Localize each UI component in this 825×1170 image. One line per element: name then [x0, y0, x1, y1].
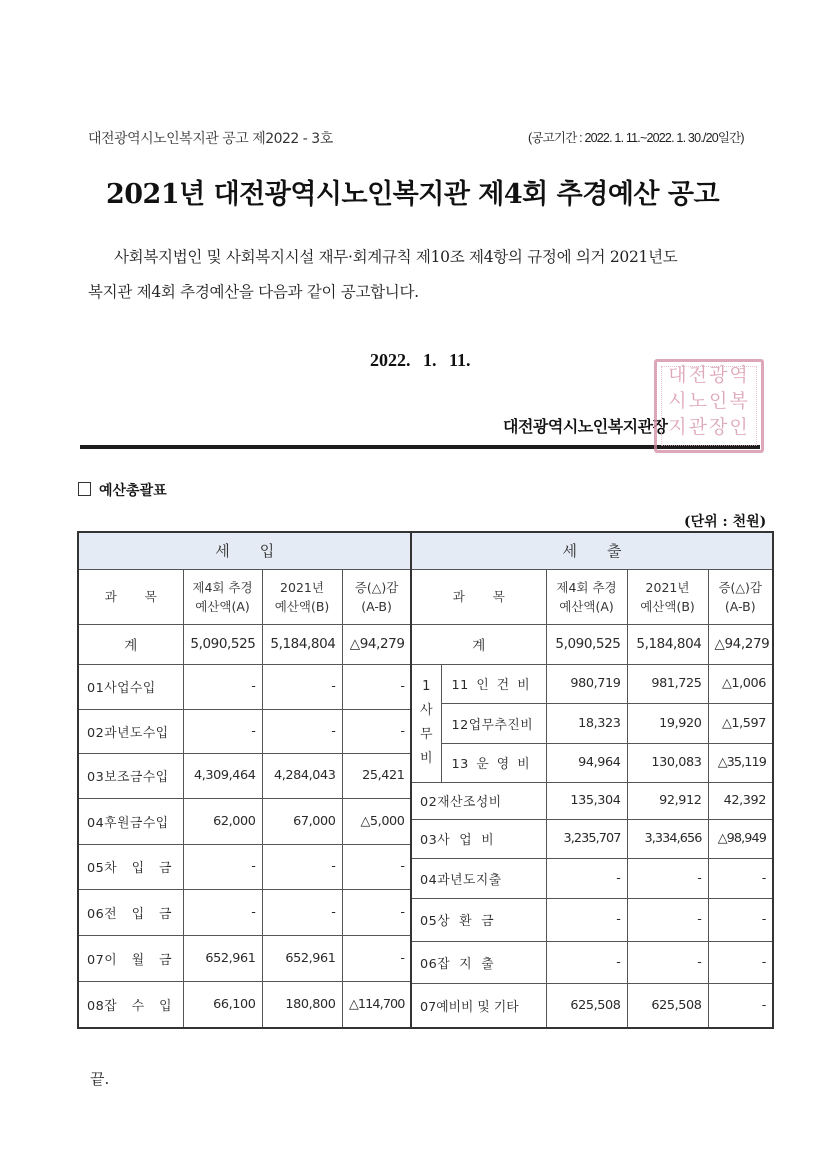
body-paragraph: [88, 240, 768, 310]
group-label-office-expenses: 1 사 무 비: [411, 664, 441, 782]
cell-a: 3,235,707: [546, 819, 627, 858]
cell-a: 5,090,525: [546, 624, 627, 664]
cell-a: 135,304: [546, 782, 627, 819]
col-header-a: 제4회 추경 예산액(A): [546, 569, 627, 624]
table-row: [411, 743, 773, 782]
cell-label: 12업무추진비: [441, 703, 546, 743]
cell-diff: -: [708, 898, 773, 941]
square-bullet-icon: [78, 482, 91, 496]
announcement-date: 2022. 1. 11.: [370, 350, 471, 370]
cell-b: 92,912: [627, 782, 708, 819]
notice-period: (공고기간 : 2022. 1. 11.~2022. 1. 30./20일간): [528, 131, 744, 145]
cell-label: 05상 환 금: [411, 898, 546, 941]
cell-b: 625,508: [627, 983, 708, 1028]
revenue-band-header: 세입: [78, 532, 411, 569]
cell-b: 3,334,656: [627, 819, 708, 858]
cell-diff: △114,700: [342, 981, 411, 1028]
table-row: [78, 889, 411, 935]
table-row: [78, 753, 411, 798]
table-row: [78, 709, 411, 753]
cell-b: 5,184,804: [262, 624, 342, 664]
cell-b: 4,284,043: [262, 753, 342, 798]
cell-diff: △98,949: [708, 819, 773, 858]
seal-row: 대전광역: [668, 364, 750, 386]
cell-a: -: [183, 664, 262, 709]
expenditure-table: [410, 531, 774, 1029]
section-heading: [78, 480, 167, 500]
cell-b: 67,000: [262, 798, 342, 844]
cell-b: -: [627, 858, 708, 898]
cell-a: -: [183, 709, 262, 753]
cell-a: -: [546, 941, 627, 983]
cell-diff: -: [342, 709, 411, 753]
table-row: [411, 898, 773, 941]
table-row: [78, 981, 411, 1028]
cell-label: 08잡 수 입: [78, 981, 183, 1028]
cell-diff: -: [342, 844, 411, 889]
cell-diff: △35,119: [708, 743, 773, 782]
col-header-subject: 과 목: [78, 569, 183, 624]
table-row: [78, 844, 411, 889]
cell-label: 07이 월 금: [78, 935, 183, 981]
cell-label: 02재산조성비: [411, 782, 546, 819]
cell-diff: △5,000: [342, 798, 411, 844]
cell-label: 03사 업 비: [411, 819, 546, 858]
cell-label: 04과년도지출: [411, 858, 546, 898]
table-row: [411, 941, 773, 983]
table-row: [78, 935, 411, 981]
end-mark: 끝.: [90, 1070, 110, 1088]
cell-label: 13 운 영 비: [441, 743, 546, 782]
cell-b: 19,920: [627, 703, 708, 743]
body-line-1: 사회복지법인 및 사회복지시설 재무·회계규칙 제10조 제4항의 규정에 의거 2021년도: [114, 248, 678, 266]
table-row-total: [411, 624, 773, 664]
cell-b: 981,725: [627, 664, 708, 703]
section-title: 예산총괄표: [99, 483, 167, 499]
cell-label: 07예비비 및 기타: [411, 983, 546, 1028]
col-header-diff: 증(△)감 (A-B): [342, 569, 411, 624]
cell-label: 01사업수입: [78, 664, 183, 709]
cell-a: -: [183, 844, 262, 889]
col-header-b: 2021년 예산액(B): [627, 569, 708, 624]
cell-b: -: [262, 664, 342, 709]
col-header-b: 2021년 예산액(B): [262, 569, 342, 624]
cell-diff: -: [342, 935, 411, 981]
cell-a: 66,100: [183, 981, 262, 1028]
cell-label: 03보조금수입: [78, 753, 183, 798]
cell-diff: -: [342, 664, 411, 709]
document-title: 2021년 대전광역시노인복지관 제4회 추경예산 공고: [105, 179, 720, 210]
unit-label: (단위 : 천원): [684, 514, 767, 530]
cell-b: -: [627, 898, 708, 941]
table-row: [411, 703, 773, 743]
cell-a: 18,323: [546, 703, 627, 743]
expenditure-band-header: 세출: [411, 532, 773, 569]
cell-diff: △94,279: [342, 624, 411, 664]
cell-label: 06잡 지 출: [411, 941, 546, 983]
cell-diff: △1,597: [708, 703, 773, 743]
cell-label: 계: [78, 624, 183, 664]
cell-diff: -: [708, 983, 773, 1028]
table-row: [411, 664, 773, 703]
cell-a: -: [546, 898, 627, 941]
cell-b: -: [262, 709, 342, 753]
cell-diff: -: [342, 889, 411, 935]
table-row: [78, 664, 411, 709]
cell-label: 05차 입 금: [78, 844, 183, 889]
official-seal-icon: [654, 359, 764, 453]
cell-b: 130,083: [627, 743, 708, 782]
cell-b: 5,184,804: [627, 624, 708, 664]
table-row-total: [78, 624, 411, 664]
col-header-diff: 증(△)감 (A-B): [708, 569, 773, 624]
cell-a: 94,964: [546, 743, 627, 782]
cell-a: 4,309,464: [183, 753, 262, 798]
cell-a: 625,508: [546, 983, 627, 1028]
table-row: [78, 798, 411, 844]
table-row: [411, 819, 773, 858]
table-row: [411, 858, 773, 898]
cell-diff: △1,006: [708, 664, 773, 703]
table-row: [411, 983, 773, 1028]
cell-label: 02과년도수입: [78, 709, 183, 753]
cell-label: 11 인 건 비: [441, 664, 546, 703]
notice-number: 대전광역시노인복지관 공고 제2022 - 3호: [88, 131, 333, 147]
cell-diff: -: [708, 941, 773, 983]
cell-label: 06전 입 금: [78, 889, 183, 935]
col-header-subject: 과 목: [411, 569, 546, 624]
body-line-2: 복지관 제4회 추경예산을 다음과 같이 공고합니다.: [88, 283, 419, 301]
revenue-table: [77, 531, 412, 1029]
seal-row: 지관장인: [668, 416, 750, 438]
seal-row: 시노인복: [668, 390, 750, 412]
cell-b: 652,961: [262, 935, 342, 981]
cell-a: 652,961: [183, 935, 262, 981]
cell-b: 180,800: [262, 981, 342, 1028]
cell-a: 980,719: [546, 664, 627, 703]
cell-b: -: [262, 889, 342, 935]
signer-name: 대전광역시노인복지관장: [503, 417, 668, 436]
cell-b: -: [262, 844, 342, 889]
cell-a: -: [546, 858, 627, 898]
cell-diff: 25,421: [342, 753, 411, 798]
cell-diff: -: [708, 858, 773, 898]
cell-diff: 42,392: [708, 782, 773, 819]
table-row: [411, 782, 773, 819]
cell-a: -: [183, 889, 262, 935]
cell-b: -: [627, 941, 708, 983]
cell-a: 5,090,525: [183, 624, 262, 664]
cell-diff: △94,279: [708, 624, 773, 664]
cell-label: 계: [411, 624, 546, 664]
cell-a: 62,000: [183, 798, 262, 844]
col-header-a: 제4회 추경 예산액(A): [183, 569, 262, 624]
cell-label: 04후원금수입: [78, 798, 183, 844]
